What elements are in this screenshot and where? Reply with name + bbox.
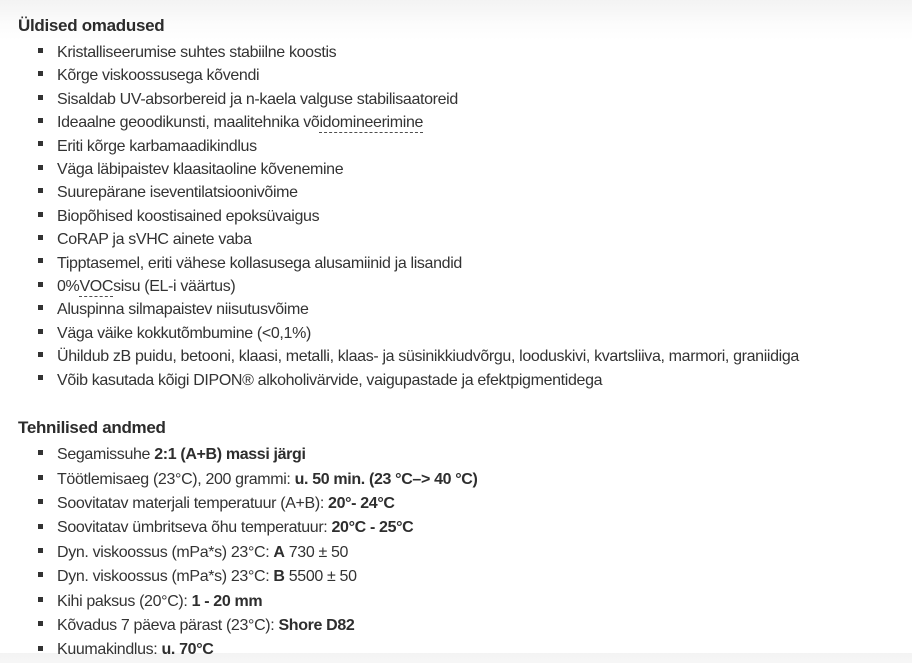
text-segment: Kihi paksus (20°C): [57,592,192,610]
text-segment: Tipptasemel, eriti vähese kollasusega alusamiinid ja lisandid [57,254,462,272]
text-segment: 1 - 20 mm [191,592,263,610]
bullet-square-icon [38,305,43,310]
bullet-square-icon [38,118,43,123]
bullet-square-icon [38,141,43,146]
bullet-square-icon [38,188,43,193]
list-item [18,41,900,64]
text-segment: Väga läbipaistev klaasitaoline kõvenemine [57,161,344,179]
bullet-square-icon [38,165,43,170]
list-item [18,443,900,467]
list-item [18,252,900,275]
text-segment: Soovitatav ümbritseva õhu temperatuur: [57,519,332,537]
list-item [18,590,900,614]
list-item [18,135,900,158]
text-segment: Kuumakindlus: [57,641,162,659]
text-segment: Soovitatav materjali temperatuur (A+B): [57,494,329,512]
bullet-square-icon [38,235,43,240]
text-segment: Võib kasutada kõigi DIPON® alkoholivärvide, vaigupastade ja efektpigmentidega [57,371,603,389]
bullet-square-icon [38,499,43,504]
text-segment: u. 70°C [161,641,214,659]
list-item [18,516,900,540]
list-item [18,541,900,565]
text-segment: CoRAP ja sVHC ainete vaba [57,231,252,249]
text-segment: Aluspinna silmapaistev niisutusvõime [57,301,309,319]
bullet-square-icon [38,548,43,553]
general-properties-heading: Üldised omadused [18,16,165,35]
technical-data-list [18,443,900,663]
text-segment: VOC [79,278,114,296]
list-item [18,88,900,111]
list-item [18,181,900,204]
list-item [18,205,900,228]
text-segment: Kristalliseerumise suhtes stabiilne koostis [57,44,337,61]
bullet-square-icon [38,375,43,380]
text-segment: 0% [57,278,80,296]
text-segment: B [273,568,285,586]
list-item [18,322,900,345]
bullet-square-icon [38,329,43,334]
bullet-square-icon [38,48,43,53]
bullet-square-icon [38,95,43,100]
bullet-square-icon [38,450,43,455]
list-item [18,638,900,662]
text-segment: 20°C - 25°C [331,519,414,537]
text-segment: Eriti kõrge karbamaadikindlus [57,137,257,155]
text-segment: 5500 ± 50 [284,568,357,586]
list-item [18,565,900,589]
bullet-square-icon [38,475,43,480]
text-segment: A [273,543,285,561]
list-item [18,492,900,516]
list-item [18,369,900,392]
text-segment: Segamissuhe [57,446,155,464]
list-item [18,468,900,492]
bullet-square-icon [38,572,43,577]
text-segment: Biopõhised koostisained epoksüvaigus [57,207,320,225]
bullet-square-icon [38,258,43,263]
bullet-square-icon [38,646,43,651]
technical-data-heading: Tehnilised andmed [18,418,166,438]
text-segment: 730 ± 50 [284,543,349,561]
text-segment: sisu (EL-i väärtus) [113,278,236,296]
list-item [18,228,900,251]
bullet-square-icon [38,212,43,217]
list-item [18,298,900,321]
text-segment: idomineerimine [319,114,424,132]
section-technical-data [18,417,900,663]
bullet-square-icon [38,282,43,287]
list-item [18,158,900,181]
list-item [18,345,900,368]
text-segment: 2:1 (A+B) massi järgi [154,446,306,464]
list-item [18,64,900,87]
text-segment: 20°- 24°C [328,494,395,512]
text-segment: Kõvadus 7 päeva pärast (23°C): [57,616,279,634]
section-general-properties [18,15,900,392]
bullet-square-icon [38,352,43,357]
bullet-square-icon [38,524,43,529]
bullet-square-icon [38,597,43,602]
text-segment: Dyn. viskoossus (mPa*s) 23°C: [57,543,274,561]
list-item [18,614,900,638]
text-segment: Väga väike kokkutõmbumine (<0,1%) [57,324,311,342]
list-item [18,111,900,134]
text-segment: Töötlemisaeg (23°C), 200 grammi: [57,470,295,488]
text-segment: Ideaalne geoodikunsti, maalitehnika võ [57,114,320,132]
list-item [18,275,900,298]
general-properties-list [18,41,900,392]
bullet-square-icon [38,71,43,76]
text-segment: Sisaldab UV-absorbereid ja n-kaela valguse stabilisaatoreid [57,90,458,108]
text-segment: Dyn. viskoossus (mPa*s) 23°C: [57,568,274,586]
text-segment: Shore D82 [278,616,355,634]
text-segment: Suurepärane iseventilatsioonivõime [57,184,298,202]
bullet-square-icon [38,621,43,626]
text-segment: Ühildub zB puidu, betooni, klaasi, metalli, klaas- ja süsinikkiudvõrgu, looduskivi, kvartsliiva, marmori, graniidiga [57,348,799,366]
text-segment: Kõrge viskoossusega kõvendi [57,67,260,85]
text-segment: u. 50 min. (23 °C–> 40 °C) [294,470,478,488]
